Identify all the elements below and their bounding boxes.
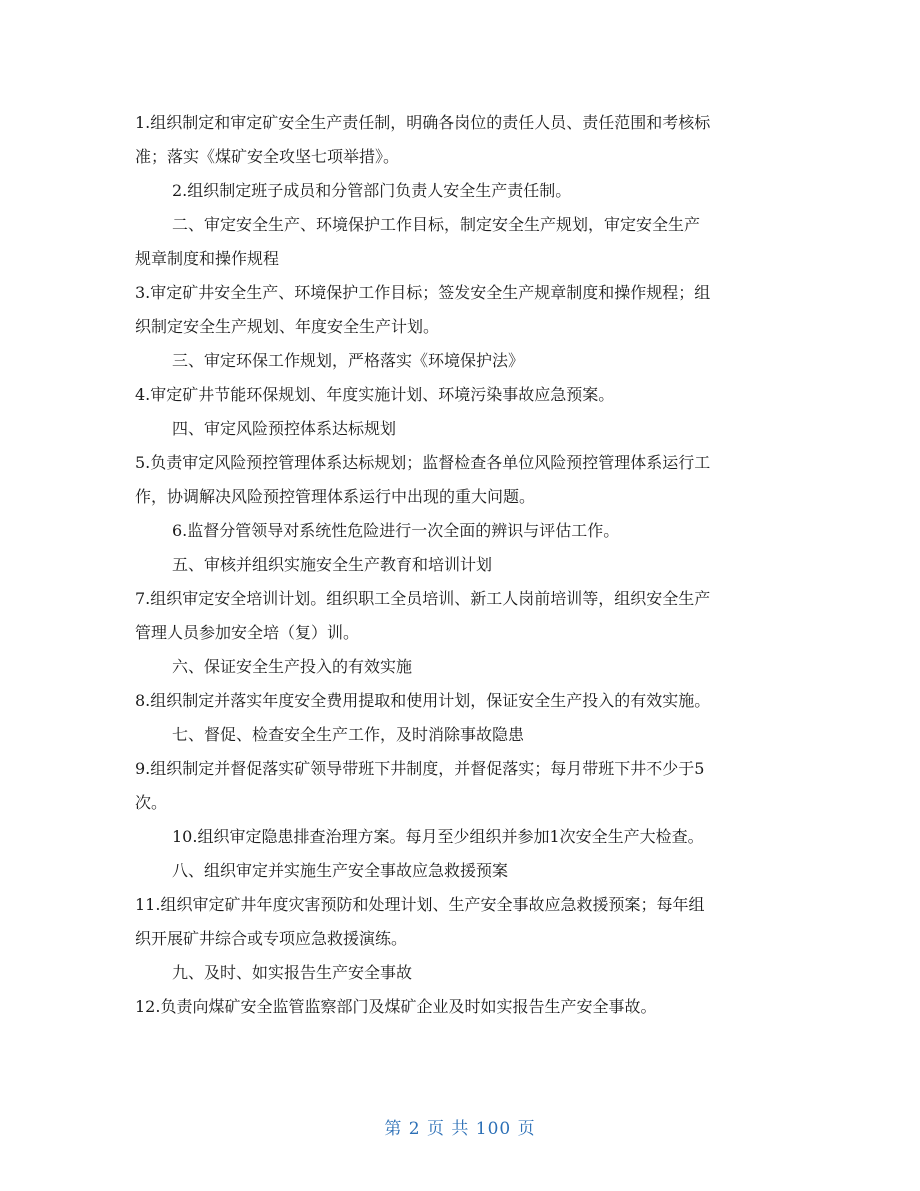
text-line: 1.组织制定和审定矿安全生产责任制，明确各岗位的责任人员、责任范围和考核标 (135, 113, 711, 132)
text-line: 准；落实《煤矿安全攻坚七项举措》。 (135, 147, 400, 166)
text-line: 八、组织审定并实施生产安全事故应急救援预案 (172, 861, 509, 880)
text-line: 11.组织审定矿井年度灾害预防和处理计划、生产安全事故应急救援预案；每年组 (135, 895, 705, 914)
text-line: 8.组织制定并落实年度安全费用提取和使用计划，保证安全生产投入的有效实施。 (135, 691, 711, 710)
text-line: 次。 (135, 793, 168, 812)
text-line: 10.组织审定隐患排查治理方案。每月至少组织并参加1次安全生产大检查。 (172, 827, 704, 846)
text-line: 四、审定风险预控体系达标规划 (172, 419, 397, 438)
document-body (135, 106, 790, 1024)
text-line: 织制定安全生产规划、年度安全生产计划。 (135, 317, 440, 336)
text-line: 五、审核并组织实施安全生产教育和培训计划 (172, 555, 493, 574)
text-line: 4.审定矿井节能环保规划、年度实施计划、环境污染事故应急预案。 (135, 385, 615, 404)
text-line: 3.审定矿井安全生产、环境保护工作目标；签发安全生产规章制度和操作规程；组 (135, 283, 711, 302)
text-line: 织开展矿井综合或专项应急救援演练。 (135, 929, 408, 948)
text-line: 5.负责审定风险预控管理体系达标规划；监督检查各单位风险预控管理体系运行工 (135, 453, 711, 472)
text-line: 管理人员参加安全培（复）训。 (135, 623, 360, 642)
text-line: 六、保证安全生产投入的有效实施 (172, 657, 413, 676)
text-line: 规章制度和操作规程 (135, 249, 280, 268)
text-line: 7.组织审定安全培训计划。组织职工全员培训、新工人岗前培训等，组织安全生产 (135, 589, 711, 608)
text-line: 2.组织制定班子成员和分管部门负责人安全生产责任制。 (172, 181, 572, 200)
page-footer: 第 2 页 共 100 页 (384, 1119, 536, 1139)
text-line: 6.监督分管领导对系统性危险进行一次全面的辨识与评估工作。 (172, 521, 620, 540)
text-line: 九、及时、如实报告生产安全事故 (172, 963, 413, 982)
text-line: 二、审定安全生产、环境保护工作目标，制定安全生产规划，审定安全生产 (172, 215, 701, 234)
text-line: 七、督促、检查安全生产工作，及时消除事故隐患 (172, 725, 525, 744)
text-line: 9.组织制定并督促落实矿领导带班下井制度，并督促落实；每月带班下井不少于5 (135, 759, 705, 778)
text-line: 三、审定环保工作规划，严格落实《环境保护法》 (172, 351, 525, 370)
text-line: 作，协调解决风险预控管理体系运行中出现的重大问题。 (135, 487, 536, 506)
text-line: 12.负责向煤矿安全监管监察部门及煤矿企业及时如实报告生产安全事故。 (135, 997, 657, 1016)
